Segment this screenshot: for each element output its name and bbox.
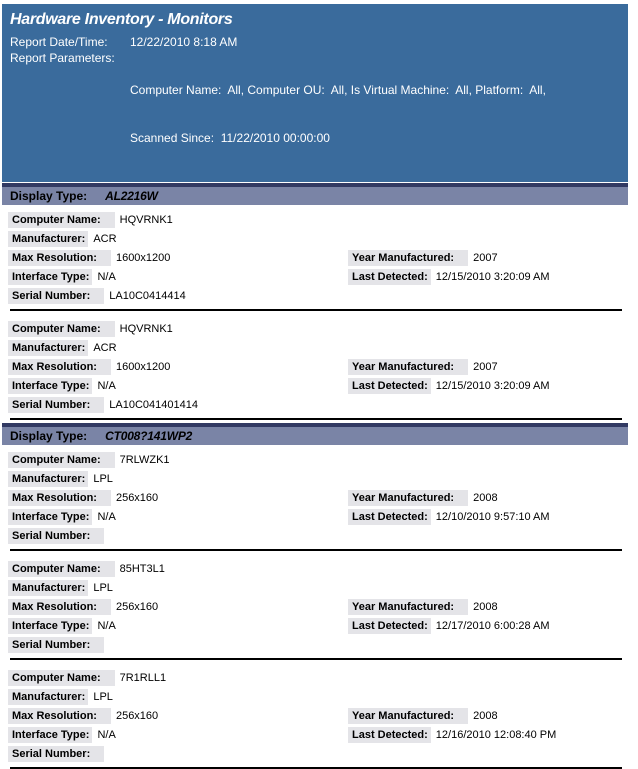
last-detected-value: 12/10/2010 9:57:10 AM xyxy=(435,510,550,523)
max-resolution-label: Max Resolution: xyxy=(8,490,111,506)
report-date-label: Report Date/Time: xyxy=(10,35,108,49)
monitor-record xyxy=(2,445,628,549)
year-manufactured-label: Year Manufactured: xyxy=(348,708,468,724)
manufacturer-label: Manufacturer: xyxy=(8,231,88,247)
display-type-header xyxy=(2,183,628,205)
year-manufactured-label: Year Manufactured: xyxy=(348,250,468,266)
manufacturer-label: Manufacturer: xyxy=(8,471,88,487)
display-type-section xyxy=(2,183,628,420)
computer-name-value: HQVRNK1 xyxy=(119,213,173,226)
display-type-label: Display Type: xyxy=(10,429,88,443)
max-resolution-value: 256x160 xyxy=(115,491,159,504)
year-manufactured-value: 2008 xyxy=(473,600,498,613)
monitor-record xyxy=(2,663,628,767)
computer-name-row xyxy=(8,450,628,469)
computer-name-row xyxy=(8,319,628,338)
interface-type-label: Interface Type: xyxy=(8,378,92,394)
interface-type-value: N/A xyxy=(97,379,116,392)
last-detected-label: Last Detected: xyxy=(348,378,431,394)
interface-type-value: N/A xyxy=(97,728,116,741)
computer-name-value: HQVRNK1 xyxy=(119,322,173,335)
interface-type-row xyxy=(8,376,628,395)
last-detected-label: Last Detected: xyxy=(348,618,431,634)
interface-type-label: Interface Type: xyxy=(8,269,92,285)
interface-type-value: N/A xyxy=(97,619,116,632)
year-manufactured-value: 2007 xyxy=(473,251,498,264)
interface-type-row xyxy=(8,725,628,744)
max-resolution-row xyxy=(8,357,628,376)
manufacturer-row xyxy=(8,687,628,706)
report-params-label: Report Parameters: xyxy=(10,51,115,65)
manufacturer-value: LPL xyxy=(93,581,113,594)
computer-name-row xyxy=(8,210,628,229)
record-divider xyxy=(10,658,622,660)
manufacturer-row xyxy=(8,469,628,488)
report-title: Hardware Inventory - Monitors xyxy=(10,11,233,28)
last-detected-value: 12/16/2010 12:08:40 PM xyxy=(435,728,557,741)
last-detected-value: 12/15/2010 3:20:09 AM xyxy=(435,270,550,283)
max-resolution-value: 1600x1200 xyxy=(115,360,171,373)
section-records xyxy=(2,205,628,420)
max-resolution-label: Max Resolution: xyxy=(8,250,111,266)
last-detected-value: 12/17/2010 6:00:28 AM xyxy=(435,619,550,632)
computer-name-value: 7R1RLL1 xyxy=(119,671,167,684)
serial-number-label: Serial Number: xyxy=(8,288,104,304)
manufacturer-label: Manufacturer: xyxy=(8,340,88,356)
display-type-value: AL2216W xyxy=(105,189,158,203)
manufacturer-label: Manufacturer: xyxy=(8,580,88,596)
max-resolution-label: Max Resolution: xyxy=(8,359,111,375)
year-manufactured-label: Year Manufactured: xyxy=(348,359,468,375)
report-header xyxy=(2,4,628,182)
max-resolution-row xyxy=(8,706,628,725)
report-params-row xyxy=(10,50,620,178)
computer-name-label: Computer Name: xyxy=(8,321,115,337)
interface-type-label: Interface Type: xyxy=(8,727,92,743)
display-type-label: Display Type: xyxy=(10,189,88,203)
last-detected-value: 12/15/2010 3:20:09 AM xyxy=(435,379,550,392)
computer-name-label: Computer Name: xyxy=(8,670,115,686)
max-resolution-label: Max Resolution: xyxy=(8,708,111,724)
manufacturer-value: LPL xyxy=(93,472,113,485)
last-detected-label: Last Detected: xyxy=(348,269,431,285)
max-resolution-value: 256x160 xyxy=(115,709,159,722)
report-params-value xyxy=(130,50,620,178)
monitor-record xyxy=(2,314,628,418)
interface-type-row xyxy=(8,616,628,635)
manufacturer-value: ACR xyxy=(93,341,117,354)
computer-name-row xyxy=(8,668,628,687)
report-params-line1: Computer Name: All, Computer OU: All, Is Virtual Machine: All, Platform: All, xyxy=(130,83,546,97)
report-date-value: 12/22/2010 8:18 AM xyxy=(130,35,238,49)
interface-type-row xyxy=(8,267,628,286)
computer-name-label: Computer Name: xyxy=(8,452,115,468)
record-divider xyxy=(10,309,622,311)
serial-number-row xyxy=(8,395,628,414)
serial-number-label: Serial Number: xyxy=(8,746,104,762)
max-resolution-value: 256x160 xyxy=(115,600,159,613)
serial-number-value: LA10C0414414 xyxy=(109,289,186,302)
interface-type-value: N/A xyxy=(97,270,116,283)
report-body xyxy=(2,183,628,769)
year-manufactured-label: Year Manufactured: xyxy=(348,490,468,506)
max-resolution-value: 1600x1200 xyxy=(115,251,171,264)
last-detected-label: Last Detected: xyxy=(348,727,431,743)
serial-number-row xyxy=(8,635,628,654)
computer-name-value: 7RLWZK1 xyxy=(119,453,170,466)
manufacturer-row xyxy=(8,338,628,357)
manufacturer-value: ACR xyxy=(93,232,117,245)
max-resolution-row xyxy=(8,488,628,507)
report-params-line2: Scanned Since: 11/22/2010 00:00:00 xyxy=(130,131,330,145)
computer-name-value: 85HT3L1 xyxy=(119,562,165,575)
display-type-value: CT008?141WP2 xyxy=(105,429,193,443)
monitor-record xyxy=(2,205,628,309)
year-manufactured-value: 2008 xyxy=(473,709,498,722)
display-type-header xyxy=(2,423,628,445)
computer-name-row xyxy=(8,559,628,578)
serial-number-value: LA10C041401414 xyxy=(109,398,198,411)
serial-number-label: Serial Number: xyxy=(8,397,104,413)
year-manufactured-value: 2008 xyxy=(473,491,498,504)
serial-number-row xyxy=(8,526,628,545)
manufacturer-value: LPL xyxy=(93,690,113,703)
serial-number-label: Serial Number: xyxy=(8,637,104,653)
interface-type-label: Interface Type: xyxy=(8,618,92,634)
serial-number-row xyxy=(8,744,628,763)
manufacturer-label: Manufacturer: xyxy=(8,689,88,705)
interface-type-value: N/A xyxy=(97,510,116,523)
computer-name-label: Computer Name: xyxy=(8,561,115,577)
monitor-record xyxy=(2,554,628,658)
year-manufactured-label: Year Manufactured: xyxy=(348,599,468,615)
max-resolution-row xyxy=(8,248,628,267)
max-resolution-label: Max Resolution: xyxy=(8,599,111,615)
max-resolution-row xyxy=(8,597,628,616)
section-records xyxy=(2,445,628,769)
manufacturer-row xyxy=(8,229,628,248)
serial-number-row xyxy=(8,286,628,305)
record-divider xyxy=(10,418,622,420)
display-type-section xyxy=(2,423,628,769)
computer-name-label: Computer Name: xyxy=(8,212,115,228)
interface-type-label: Interface Type: xyxy=(8,509,92,525)
serial-number-label: Serial Number: xyxy=(8,528,104,544)
manufacturer-row xyxy=(8,578,628,597)
record-divider xyxy=(10,549,622,551)
year-manufactured-value: 2007 xyxy=(473,360,498,373)
interface-type-row xyxy=(8,507,628,526)
last-detected-label: Last Detected: xyxy=(348,509,431,525)
report-date-row xyxy=(10,34,620,50)
